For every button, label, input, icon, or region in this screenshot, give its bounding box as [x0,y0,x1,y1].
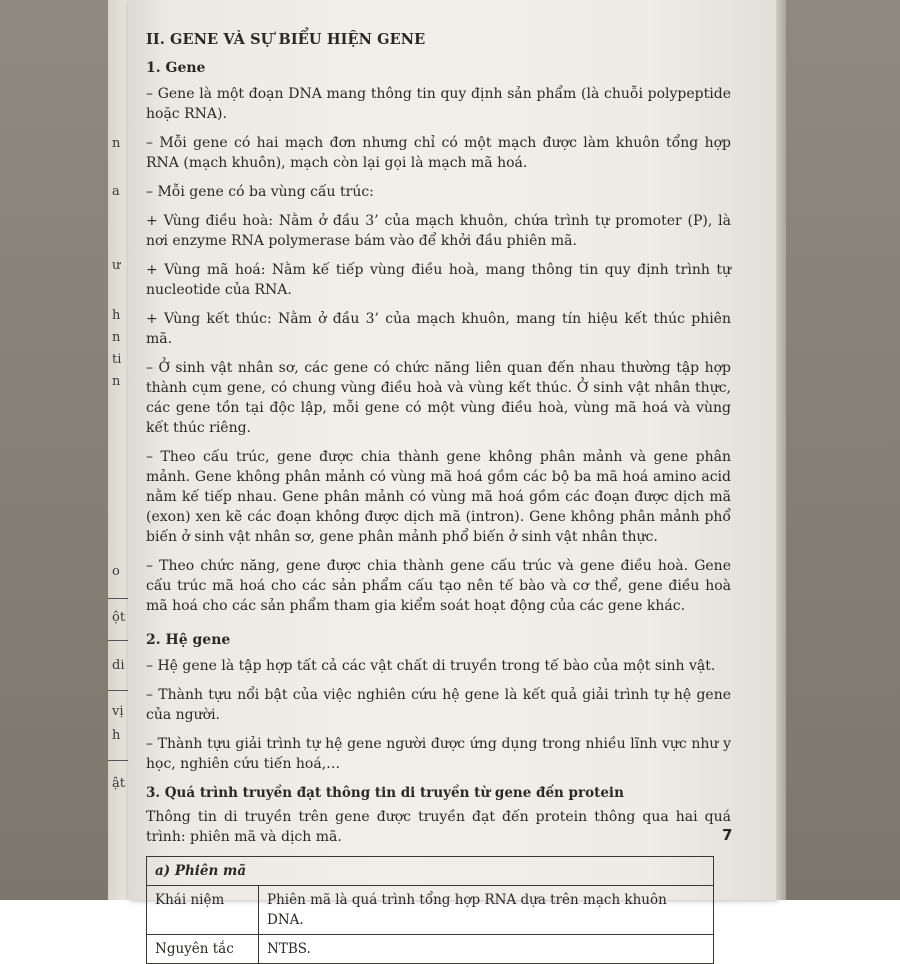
gene-paragraph: + Vùng kết thúc: Nằm ở đầu 3’ của mạch khuôn, mang tín hiệu kết thúc phiên mã. [146,311,731,347]
table-cell-label: Nguyên tắc [147,935,259,964]
left-page-fragment: n [112,374,121,389]
left-page-fragment: vị [112,704,124,719]
table-row [147,886,714,935]
page-edge [776,0,786,900]
left-page-fragment: di [112,658,125,673]
left-page-fragment: ư [112,258,121,273]
table-cell-label: Khái niệm [147,886,259,935]
left-page-fragment: n [112,330,121,345]
transfer-intro: Thông tin di truyền trên gene được truyền đạt đến protein thông qua hai quá trình: phiên mã và dịch mã. [146,809,731,845]
gene-paragraph: + Vùng mã hoá: Nằm kế tiếp vùng điều hoà, mang thông tin quy định trình tự nucleotide của RNA. [146,262,731,298]
gene-paragraph: – Mỗi gene có ba vùng cấu trúc: [146,184,374,200]
gene-paragraph: – Theo chức năng, gene được chia thành gene cấu trúc và gene điều hoà. Gene cấu trúc mã hoá cho các sản phẩm cấu tạo nên tế bào và cơ thể, gene điều hoà mã hoá cho các sản phẩm tham gia kiểm soát hoạt động của các gene khác. [146,558,731,614]
table-subheading: a) Phiên mã [147,857,714,886]
left-page-fragment: o [112,564,120,579]
left-page-fragment: h [112,308,121,323]
left-page-fragment: h [112,728,121,743]
textbook-page [128,0,776,957]
page-number: 7 [722,826,733,844]
left-page-fragment: ột [112,610,126,625]
left-page-fragment: ti [112,352,122,367]
gene-paragraph: – Ở sinh vật nhân sơ, các gene có chức năng liên quan đến nhau thường tập hợp thành cụm gene, có chung vùng điều hoà và vùng kết thúc. Ở sinh vật nhân thực, các gene tồn tại độc lập, mỗi gene có một vùng điều hoà, vùng mã hoá và vùng kết thúc riêng. [146,360,731,436]
gene-paragraph: – Mỗi gene có hai mạch đơn nhưng chỉ có một mạch được làm khuôn tổng hợp RNA (mạch khuôn), mạch còn lại gọi là mạch mã hoá. [146,135,731,171]
genome-paragraph: – Hệ gene là tập hợp tất cả các vật chất di truyền trong tế bào của một sinh vật. [146,658,716,674]
genome-heading: 2. Hệ gene [146,632,231,648]
left-page-fragment: ật [112,776,125,791]
left-page-fragment: n [112,136,121,151]
left-page-fragment: a [112,184,120,199]
transfer-heading: 3. Quá trình truyền đạt thông tin di truyền từ gene đến protein [146,785,624,801]
table-row [147,857,714,886]
transcription-table [146,856,714,964]
table-cell-value: Phiên mã là quá trình tổng hợp RNA dựa trên mạch khuôn DNA. [259,886,714,935]
gene-paragraph: + Vùng điều hoà: Nằm ở đầu 3’ của mạch khuôn, chứa trình tự promoter (P), là nơi enzyme RNA polymerase bám vào để khởi đầu phiên mã. [146,213,731,249]
page-content [146,30,731,964]
gene-paragraph: – Theo cấu trúc, gene được chia thành gene không phân mảnh và gene phân mảnh. Gene không phân mảnh có vùng mã hoá gồm các bộ ba mã hoá amino acid nằm kế tiếp nhau. Gene phân mảnh có vùng mã hoá gồm các đoạn được dịch mã (exon) xen kẽ các đoạn không được dịch mã (intron). Gene không phân mảnh phổ biến ở sinh vật nhân sơ, gene phân mảnh phổ biến ở sinh vật nhân thực. [146,449,731,545]
genome-paragraph: – Thành tựu nổi bật của việc nghiên cứu hệ gene là kết quả giải trình tự hệ gene của người. [146,687,731,723]
section-title: II. GENE VÀ SỰ BIỂU HIỆN GENE [146,31,426,48]
genome-paragraph: – Thành tựu giải trình tự hệ gene người được ứng dụng trong nhiều lĩnh vực như y học, nghiên cứu tiến hoá,… [146,736,731,772]
table-cell-value: NTBS. [259,935,714,964]
table-row [147,935,714,964]
gene-paragraph: – Gene là một đoạn DNA mang thông tin quy định sản phẩm (là chuỗi polypeptide hoặc RNA). [146,86,731,122]
gene-heading: 1. Gene [146,60,206,76]
